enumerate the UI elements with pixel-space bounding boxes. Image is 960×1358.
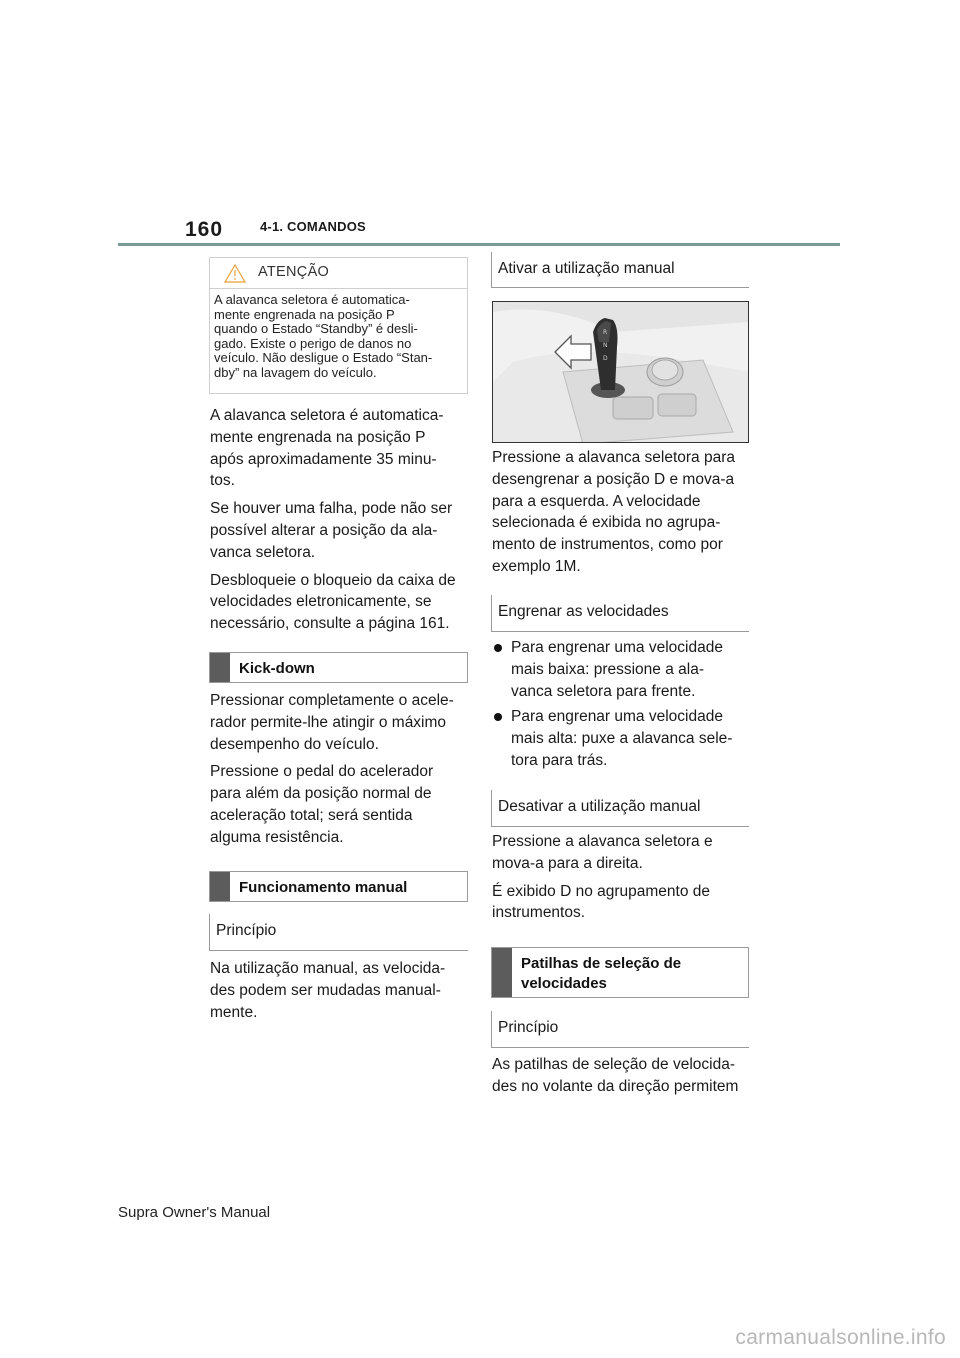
subheading-activate-manual: Ativar a utilização manual [491,252,749,288]
heading-manual-operation: Funcionamento manual [209,871,468,902]
warning-text: A alavanca seletora é automatica- mente engrenada na posição P quando o Estado “Standby” é desli- gado. Existe o perigo de danos no veículo. Não desligue o Estado “Stan- dby” na lavagem do veículo. [214,292,433,380]
left-paragraphs-1 [210,405,470,641]
paragraph-auto-park: A alavanca seletora é automatica- mente engrenada na posição P após aproximadamente 35 minu- tos. [210,407,444,490]
paragraph-accelerator: Pressione o pedal do acelerador para além da posição normal de aceleração total; será sentida alguma resistência. [210,763,434,846]
warning-header [210,258,467,289]
paragraph-manual: Na utilização manual, as velocida- des podem ser mudadas manual- mente. [210,960,446,1021]
warning-title: ATENÇÃO [258,264,330,280]
list-item: Para engrenar uma velocidade mais baixa: pressione a ala- vanca seletora para frente. [492,637,754,702]
right-paragraphs-1 [492,447,754,584]
subheading-principle-right: Princípio [491,1011,749,1048]
paragraph-failure: Se houver uma falha, pode não ser possível alterar a posição da ala- vanca seletora. [210,500,453,561]
warning-box [209,257,468,394]
paragraph-kickdown: Pressionar completamente o acele- rador permite-lhe atingir o máximo desempenho do veículo. [210,692,454,753]
left-paragraphs-3 [210,958,470,1029]
footer-manual-title: Supra Owner's Manual [118,1204,271,1221]
gear-selector-figure [492,301,749,443]
svg-text:R: R [603,329,608,336]
header-rule [118,243,840,246]
paragraph-activate: Pressione a alavanca seletora para desengrenar a posição D e mova-a para a esquerda. A velocidade selecionada é exibida no agrupa- mento de instrumentos, como por exemplo 1M. [492,449,735,575]
subheading-principle-left: Princípio [209,914,468,951]
page-number: 160 [185,218,224,241]
svg-text:N: N [603,342,608,349]
watermark: carmanualsonline.info [735,1326,946,1349]
gear-bullet-list [492,637,754,776]
section-title: 4-1. COMANDOS [260,219,366,234]
paragraph-deactivate: Pressione a alavanca seletora e mova-a para a direita. [492,833,713,872]
paragraph-paddles: As patilhas de seleção de velocida- des no volante da direção permitem [492,1056,739,1095]
svg-text:D: D [603,355,608,362]
paragraph-display-d: É exibido D no agrupamento de instrumentos. [492,882,711,922]
subheading-engage-gears: Engrenar as velocidades [491,595,749,632]
subheading-deactivate-manual: Desativar a utilização manual [491,790,749,827]
right-paragraphs-3 [492,1054,754,1104]
warning-triangle-icon [224,264,246,283]
bullet-icon [494,644,502,652]
left-paragraphs-2 [210,690,470,855]
right-paragraphs-2 [492,831,754,930]
list-item: Para engrenar uma velocidade mais alta: puxe a alavanca sele- tora para trás. [492,706,754,771]
paragraph-unlock: Desbloqueie o bloqueio da caixa de velocidades eletronicamente, se necessário, consulte a página 161. [210,571,456,633]
heading-paddle-shifters: Patilhas de seleção de velocidades [491,947,749,998]
bullet-icon [494,713,502,721]
gear-selector-illustration [493,302,749,443]
heading-kickdown: Kick-down [209,652,468,683]
